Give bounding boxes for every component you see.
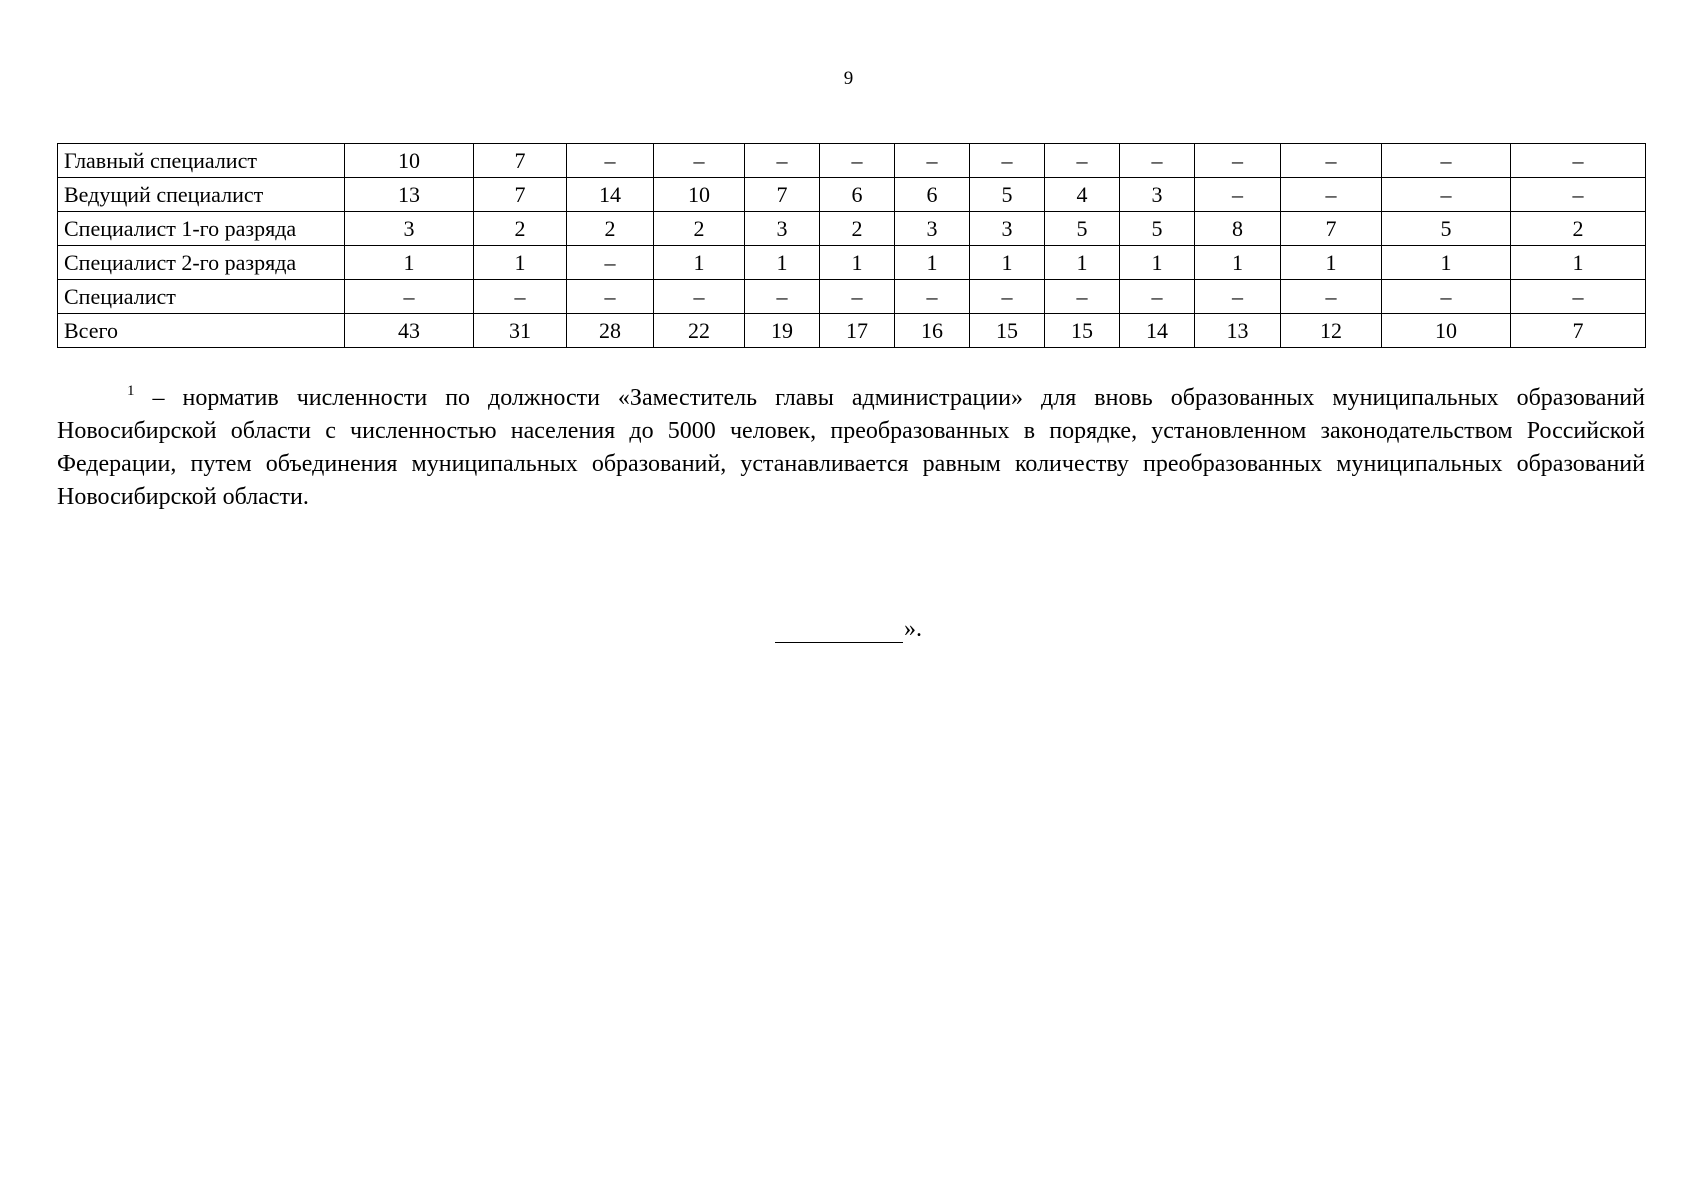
- value-cell: –: [970, 144, 1045, 178]
- value-cell: 1: [1281, 246, 1382, 280]
- value-cell: –: [1511, 144, 1646, 178]
- footnote-text: – норматив численности по должности «Заместитель главы администрации» для вновь образованных муниципальных образований Новосибирской области с численностью населения до 5000 человек, преобразованных в порядке, установленном законодательством Российской Федерации, путем объединения муниципальных образований, устанавливается равным количеству преобразованных муниципальных образований Новосибирской области.: [57, 385, 1645, 510]
- table-row: [58, 178, 1646, 212]
- position-cell: Специалист 1-го разряда: [58, 212, 345, 246]
- value-cell: 3: [895, 212, 970, 246]
- value-cell: 22: [654, 314, 745, 348]
- value-cell: –: [567, 246, 654, 280]
- value-cell: –: [345, 280, 474, 314]
- value-cell: 5: [1382, 212, 1511, 246]
- value-cell: 1: [820, 246, 895, 280]
- position-cell: Главный специалист: [58, 144, 345, 178]
- value-cell: 17: [820, 314, 895, 348]
- value-cell: 12: [1281, 314, 1382, 348]
- value-cell: 1: [970, 246, 1045, 280]
- value-cell: –: [745, 280, 820, 314]
- value-cell: 7: [1281, 212, 1382, 246]
- value-cell: 2: [567, 212, 654, 246]
- value-cell: 2: [1511, 212, 1646, 246]
- value-cell: –: [1511, 280, 1646, 314]
- footnote: [57, 382, 1645, 514]
- value-cell: –: [654, 280, 745, 314]
- value-cell: 3: [745, 212, 820, 246]
- value-cell: 6: [820, 178, 895, 212]
- value-cell: –: [474, 280, 567, 314]
- value-cell: 7: [1511, 314, 1646, 348]
- table-row: [58, 144, 1646, 178]
- value-cell: –: [895, 144, 970, 178]
- table-row: [58, 280, 1646, 314]
- value-cell: –: [1120, 144, 1195, 178]
- value-cell: 1: [654, 246, 745, 280]
- value-cell: –: [970, 280, 1045, 314]
- value-cell: –: [1382, 178, 1511, 212]
- value-cell: 1: [1382, 246, 1511, 280]
- value-cell: –: [567, 144, 654, 178]
- value-cell: –: [895, 280, 970, 314]
- value-cell: 2: [654, 212, 745, 246]
- value-cell: 10: [1382, 314, 1511, 348]
- value-cell: 1: [745, 246, 820, 280]
- value-cell: 10: [345, 144, 474, 178]
- position-cell: Специалист 2-го разряда: [58, 246, 345, 280]
- value-cell: –: [1281, 280, 1382, 314]
- value-cell: 43: [345, 314, 474, 348]
- value-cell: –: [1382, 144, 1511, 178]
- value-cell: 3: [1120, 178, 1195, 212]
- value-cell: 1: [1045, 246, 1120, 280]
- value-cell: –: [820, 144, 895, 178]
- value-cell: 14: [1120, 314, 1195, 348]
- value-cell: 7: [745, 178, 820, 212]
- page-number: 9: [843, 68, 854, 89]
- position-cell: Ведущий специалист: [58, 178, 345, 212]
- value-cell: 1: [345, 246, 474, 280]
- value-cell: 1: [1195, 246, 1281, 280]
- value-cell: 28: [567, 314, 654, 348]
- staffing-table: [57, 143, 1646, 348]
- value-cell: 19: [745, 314, 820, 348]
- table-row: [58, 246, 1646, 280]
- value-cell: –: [1195, 280, 1281, 314]
- position-cell: Всего: [58, 314, 345, 348]
- value-cell: –: [820, 280, 895, 314]
- value-cell: 8: [1195, 212, 1281, 246]
- value-cell: 3: [970, 212, 1045, 246]
- value-cell: 1: [895, 246, 970, 280]
- value-cell: –: [654, 144, 745, 178]
- value-cell: 1: [1511, 246, 1646, 280]
- value-cell: –: [567, 280, 654, 314]
- position-cell: Специалист: [58, 280, 345, 314]
- value-cell: 15: [970, 314, 1045, 348]
- value-cell: 7: [474, 178, 567, 212]
- value-cell: 15: [1045, 314, 1120, 348]
- footnote-marker: 1: [127, 383, 135, 399]
- value-cell: 5: [970, 178, 1045, 212]
- closing-line: [775, 618, 903, 643]
- value-cell: –: [1281, 144, 1382, 178]
- value-cell: –: [1045, 280, 1120, 314]
- value-cell: 4: [1045, 178, 1120, 212]
- closing-quote: ».: [904, 616, 922, 642]
- value-cell: –: [1120, 280, 1195, 314]
- value-cell: 2: [820, 212, 895, 246]
- value-cell: –: [1195, 144, 1281, 178]
- value-cell: –: [1511, 178, 1646, 212]
- value-cell: 6: [895, 178, 970, 212]
- value-cell: 5: [1045, 212, 1120, 246]
- table-row: [58, 314, 1646, 348]
- value-cell: –: [1382, 280, 1511, 314]
- value-cell: 13: [1195, 314, 1281, 348]
- table-row: [58, 212, 1646, 246]
- value-cell: 5: [1120, 212, 1195, 246]
- table-body: [58, 144, 1646, 348]
- value-cell: 10: [654, 178, 745, 212]
- value-cell: 3: [345, 212, 474, 246]
- value-cell: 1: [474, 246, 567, 280]
- value-cell: 1: [1120, 246, 1195, 280]
- value-cell: 2: [474, 212, 567, 246]
- value-cell: 14: [567, 178, 654, 212]
- value-cell: –: [1281, 178, 1382, 212]
- value-cell: –: [1045, 144, 1120, 178]
- value-cell: –: [1195, 178, 1281, 212]
- value-cell: 7: [474, 144, 567, 178]
- value-cell: 16: [895, 314, 970, 348]
- value-cell: 13: [345, 178, 474, 212]
- value-cell: 31: [474, 314, 567, 348]
- value-cell: –: [745, 144, 820, 178]
- closing-mark: [775, 616, 922, 643]
